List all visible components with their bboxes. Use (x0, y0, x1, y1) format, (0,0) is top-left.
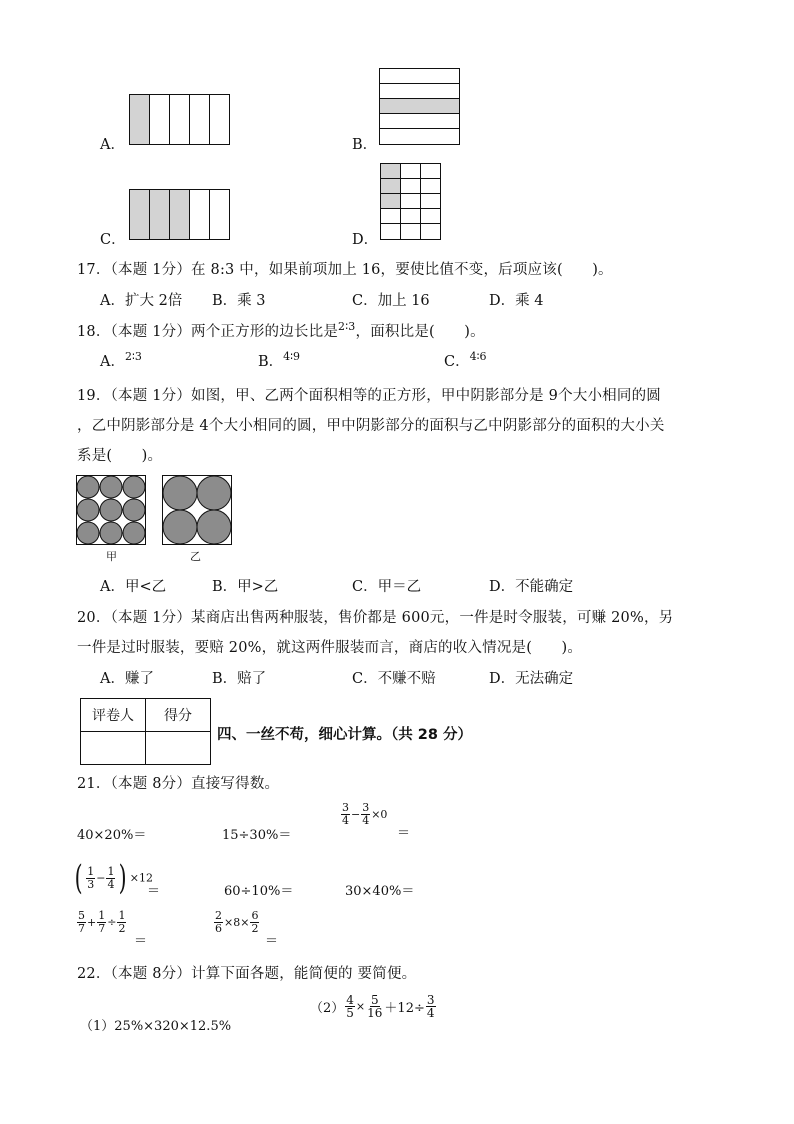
q21-expr-3-equals: ＝ (397, 826, 411, 841)
q19-option-d[interactable]: D．不能确定 (489, 579, 574, 595)
q22-problem-2-frac1: $\frac{4}{5}$ (346, 993, 354, 1020)
q16-figure-c (129, 189, 231, 241)
q16-figure-a (129, 94, 231, 146)
q21-expr-4-equals: ＝ (147, 884, 161, 899)
section-4-title: 四、一丝不苟，细心计算。（共 28 分） (217, 727, 473, 743)
q18-option-a-label: A． (100, 354, 125, 370)
q21-stem: 21．（本题 8分）直接写得数。 (77, 776, 280, 792)
q21-expr-3: $\frac{3}{4}$ − $\frac{3}{4}$ ×0 (342, 801, 388, 827)
q18-option-c-value: 4∶6 (469, 350, 487, 364)
q22-problem-2: （2） $\frac{4}{5}$ × $\frac{5}{16}$ ＋12÷ $\frac{3}{4}$ (310, 993, 435, 1020)
q19-figure-jia (76, 475, 147, 546)
q18-ratio: 2∶3 (338, 320, 356, 334)
q21-expr-8: $\frac{2}{6}$ ×8× $\frac{6}{2}$ (215, 909, 259, 935)
score-box-score-cell[interactable] (146, 732, 211, 765)
q19-label-jia: 甲 (106, 550, 117, 563)
q19-label-yi: 乙 (190, 550, 201, 563)
q20-stem-line2: 一件是过时服装，要赔 20%，就这两件服装而言，商店的收入情况是( )。 (77, 640, 583, 656)
q21-expr-5: 60÷10%＝ (224, 884, 294, 899)
q17-option-c[interactable]: C．加上 16 (352, 293, 430, 309)
q21-expr-4-frac1: $\frac{1}{3}$ (87, 864, 95, 891)
q16-option-d-label: D． (352, 232, 379, 248)
q18-option-b-value: 4∶9 (283, 350, 301, 364)
q16-figure-d (380, 163, 442, 241)
q16-figure-b (379, 68, 461, 146)
q19-stem-line2: ，乙中阴影部分是 4个大小相同的圆，甲中阴影部分的面积与乙中阴影部分的面积的大小关 (77, 418, 665, 434)
q17-option-b[interactable]: B．乘 3 (212, 293, 266, 309)
q21-expr-8-equals: ＝ (265, 934, 279, 949)
q19-figure-yi (162, 475, 233, 546)
q22-stem: 22．（本题 8分）计算下面各题，能简便的 要简便。 (77, 966, 417, 982)
q22-problem-2-frac3: $\frac{3}{4}$ (426, 993, 435, 1020)
q20-stem-line1: 20．（本题 1分）某商店出售两种服装，售价都是 600元，一件是时令服装，可赚 20%，另 (77, 610, 674, 626)
q21-expr-7-frac3: $\frac{1}{2}$ (118, 909, 126, 935)
q21-expr-4-frac2: $\frac{1}{4}$ (107, 864, 115, 891)
q16-option-b-label: B． (352, 137, 378, 153)
q16-option-c-label: C． (100, 232, 126, 248)
q22-problem-2-label: （2） (310, 1001, 345, 1016)
q21-expr-4: ( $\frac{1}{3}$ − $\frac{1}{4}$ ) ×12 (74, 858, 153, 898)
q21-expr-8-frac2: $\frac{6}{2}$ (251, 909, 259, 935)
q18-option-c-label: C． (444, 354, 470, 370)
q20-option-d[interactable]: D．无法确定 (489, 671, 574, 687)
q21-expr-8-frac1: $\frac{2}{6}$ (215, 909, 222, 935)
q17-option-d[interactable]: D．乘 4 (489, 293, 544, 309)
q18-stem (77, 320, 485, 341)
score-box-score-header: 得分 (146, 699, 211, 732)
q21-expr-7-frac2: $\frac{1}{7}$ (98, 909, 106, 935)
q21-expr-7-equals: ＝ (134, 934, 148, 949)
q19-option-a[interactable]: A．甲<乙 (100, 579, 167, 595)
q17-option-a[interactable]: A．扩大 2倍 (100, 293, 183, 309)
q17-stem: 17．（本题 1分）在 8:3 中，如果前项加上 16，要使比值不变，后项应该( )。 (77, 262, 613, 278)
q21-expr-1: 40×20%＝ (77, 828, 147, 843)
q19-stem-line3: 系是( )。 (77, 448, 163, 464)
q18-option-a[interactable] (100, 350, 142, 371)
q18-option-a-value: 2∶3 (124, 350, 142, 364)
score-box-grader-cell[interactable] (81, 732, 146, 765)
score-box-grader-header: 评卷人 (81, 699, 146, 732)
q20-option-a[interactable]: A．赚了 (100, 671, 154, 687)
q19-option-c[interactable]: C．甲＝乙 (352, 579, 422, 595)
q21-expr-3-frac2: $\frac{3}{4}$ (362, 801, 370, 827)
q19-stem-line1: 19．（本题 1分）如图，甲、乙两个面积相等的正方形，甲中阴影部分是 9个大小相同的圆 (77, 388, 661, 404)
score-box (80, 698, 211, 765)
q18-option-c[interactable] (444, 350, 486, 371)
q21-expr-7: $\frac{5}{7}$ + $\frac{1}{7}$ ÷ $\frac{1}{2}$ (78, 909, 126, 935)
q20-option-b[interactable]: B．赔了 (212, 671, 267, 687)
q21-expr-2: 15÷30%＝ (222, 828, 292, 843)
q22-problem-1: （1）25%×320×12.5% (80, 1019, 232, 1034)
q21-expr-3-frac1: $\frac{3}{4}$ (342, 801, 349, 827)
q21-expr-7-frac1: $\frac{5}{7}$ (78, 909, 85, 935)
q22-problem-2-frac2: $\frac{5}{16}$ (367, 993, 383, 1020)
q20-option-c[interactable]: C．不赚不赔 (352, 671, 436, 687)
q18-stem-post: ，面积比是( )。 (355, 324, 485, 340)
q19-option-b[interactable]: B．甲>乙 (212, 579, 279, 595)
q18-stem-pre: 18．（本题 1分）两个正方形的边长比是 (77, 324, 339, 340)
q18-option-b-label: B． (258, 354, 284, 370)
q21-expr-6: 30×40%＝ (345, 884, 415, 899)
q16-option-a-label: A． (100, 137, 125, 153)
q18-option-b[interactable] (258, 350, 300, 371)
